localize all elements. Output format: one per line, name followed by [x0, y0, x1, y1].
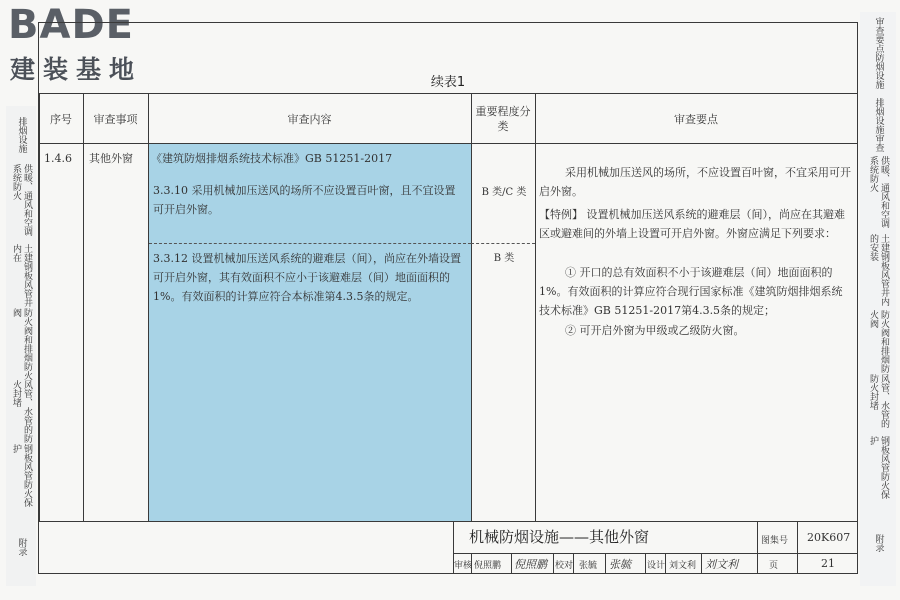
row-clause-3-3-12: 3.3.12 设置机械加压送风系统的避难层（间），尚应在外墙设置可开启外窗，其有效面积不应小于该避难层（间）地面面积的1%。有效面积的计算应符合本标准第4.3.5条的规定。	[153, 252, 461, 303]
reviewer-name: 倪照鹏	[474, 561, 502, 571]
designer-signature: 刘文利	[705, 558, 738, 571]
title-block-top	[39, 521, 857, 522]
left-tab-column	[6, 10, 36, 586]
logo-chinese-text: 建装基地	[10, 55, 143, 84]
bt-div-7	[665, 553, 666, 573]
left-tab-fire-damper[interactable]: 防火阀和排烟防火阀	[6, 308, 36, 381]
header-importance: 重要程度分类	[475, 105, 531, 133]
table-top-border	[39, 93, 857, 94]
bt-div-6	[645, 553, 646, 573]
bt-div-3	[553, 553, 554, 573]
left-tab-hvac-fire[interactable]: 供暖、通风和空调系统防火	[6, 164, 36, 245]
reviewer-signature: 倪照鹏	[514, 558, 547, 571]
row-item: 其他外窗	[89, 152, 133, 165]
class-divider	[471, 243, 535, 244]
row-standard: 《建筑防烟排烟系统技术标准》GB 51251-2017	[151, 152, 393, 165]
logo-latin-text: BADE	[8, 2, 134, 48]
bt-div-8	[701, 553, 702, 573]
right-tab-duct-shaft[interactable]: 土建钢板风管井内的安装	[860, 234, 896, 311]
row-class-2: B 类	[493, 253, 515, 264]
drawing-frame	[38, 22, 858, 574]
left-tab-duct-shaft[interactable]: 土建钢板风管井内在	[6, 244, 36, 309]
atlas-number: 20K607	[807, 531, 851, 544]
col-border-3	[471, 93, 472, 521]
bt-div-5	[605, 553, 606, 573]
point-special-case: 【特例】 设置机械加压送风系统的避难层（间），尚应在其避难区或避难间的外墙上设置可开启外窗。外窗应满足下列要求：	[539, 208, 845, 240]
review-label: 审核	[454, 561, 473, 571]
right-tab-duct-protection[interactable]: 钢板风管防火保护	[860, 436, 896, 501]
header-content: 审查内容	[287, 112, 332, 126]
header-seq: 序号	[50, 112, 72, 126]
row-seq: 1.4.6	[44, 152, 72, 165]
page-number: 21	[821, 557, 835, 570]
check-label: 校对	[555, 561, 574, 571]
point-main: 采用机械加压送风的场所，不应设置百叶窗，不宜采用可开启外窗。	[539, 166, 851, 198]
drawing-title: 机械防烟设施——其他外窗	[469, 528, 650, 546]
left-tab-duct-protection[interactable]: 钢板风管防火保护	[6, 444, 36, 509]
right-tab-smoke-exhaust[interactable]: 排烟设施审查	[860, 94, 896, 157]
title-block-atlas-divider	[757, 521, 758, 573]
right-tab-column	[860, 10, 896, 586]
right-tab-fire-sealing[interactable]: 风管、水管的防火封堵	[860, 374, 896, 437]
right-tab-fire-damper[interactable]: 防火阀和排烟防火阀	[860, 310, 896, 375]
checker-signature: 张毓	[609, 558, 631, 571]
left-tab-fire-sealing[interactable]: 风管、水管的防火封堵	[6, 380, 36, 445]
clause-divider	[149, 243, 471, 244]
atlas-label: 图集号	[761, 536, 789, 546]
title-block-atlas-value-divider	[797, 521, 798, 573]
col-border-0	[39, 93, 40, 521]
design-label: 设计	[647, 561, 666, 571]
designer-name: 刘文利	[669, 561, 697, 571]
row-clause-3-3-10: 3.3.10 采用机械加压送风的场所不应设置百叶窗，且不宜设置可开启外窗。	[153, 184, 456, 216]
point-requirement-2: ② 可开启外窗为甲级或乙级防火窗。	[565, 324, 745, 337]
header-item: 审查事项	[93, 112, 138, 126]
col-border-4	[535, 93, 536, 521]
checker-name: 张毓	[579, 561, 598, 571]
page-label: 页	[769, 561, 779, 571]
left-tab-appendix[interactable]: 附录	[6, 508, 36, 586]
right-tab-hvac-fire[interactable]: 供暖、通风和空调系统防火	[860, 156, 896, 235]
right-tab-review-points-smoke-control[interactable]: 审查要点防烟设施	[860, 12, 896, 95]
table-caption: 续表1	[430, 75, 466, 90]
left-tab-smoke-exhaust[interactable]: 排烟设施	[6, 106, 36, 165]
col-border-1	[83, 93, 84, 521]
row-class-1: B 类/C 类	[481, 187, 527, 198]
header-points: 审查要点	[674, 112, 718, 126]
point-requirement-1: ① 开口的总有效面积不小于该避难层（间）地面面积的1%。有效面积的计算应符合现行国家标准《建筑防烟排烟系统技术标准》GB 51251-2017第4.3.5条的规定；	[539, 266, 843, 317]
right-tab-appendix[interactable]: 附录	[860, 500, 896, 586]
bt-div-2	[511, 553, 512, 573]
bt-div-4	[573, 553, 574, 573]
